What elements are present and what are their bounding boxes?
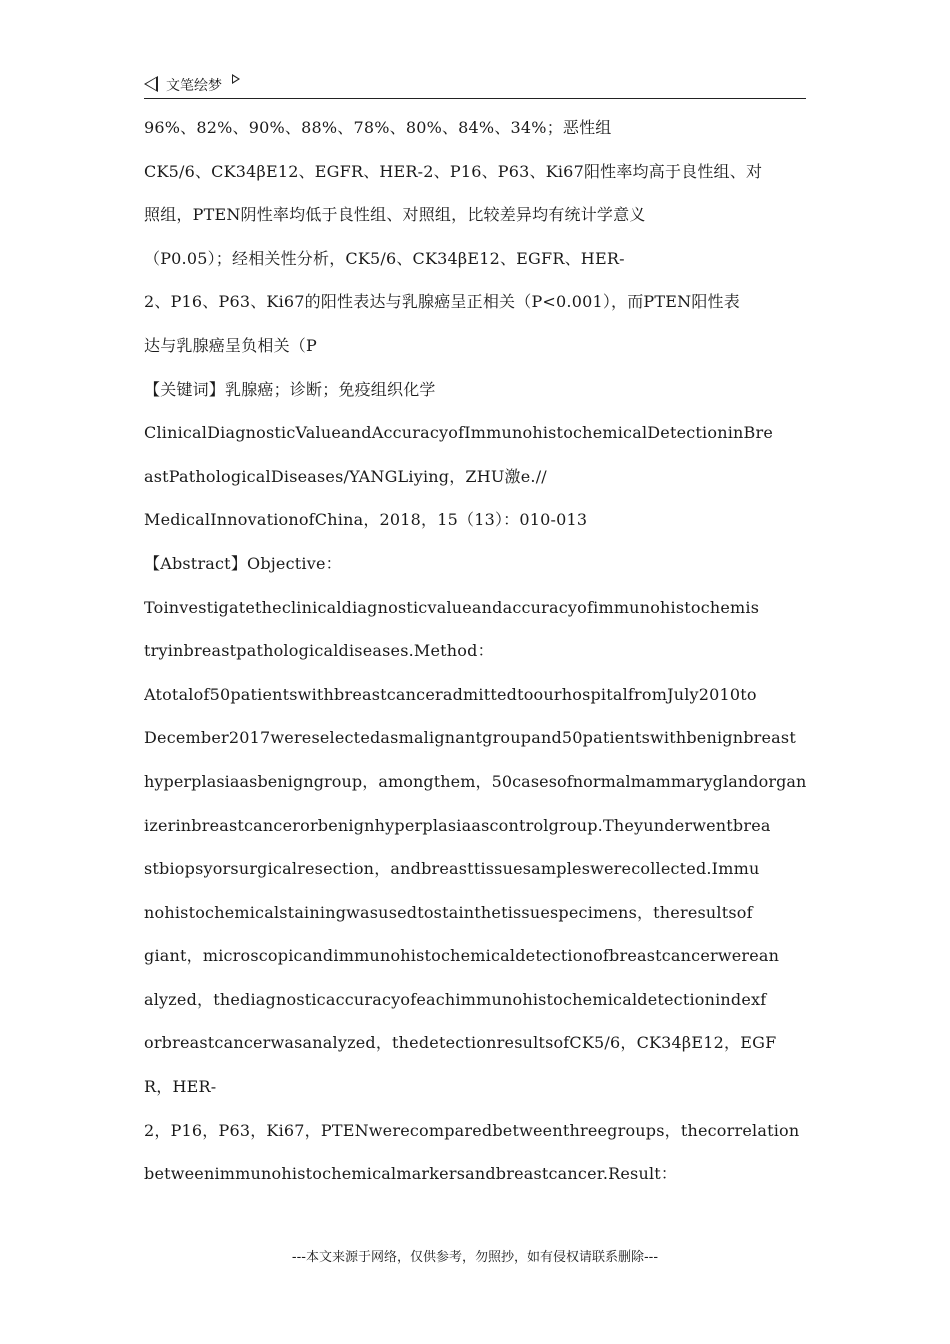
text-line: ClinicalDiagnosticValueandAccuracyofImmunohistochemicalDetectioninBre [144,423,774,443]
text-line: giant，microscopicandimmunohistochemicaldetectionofbreastcancerwerean [144,946,780,966]
text-line: alyzed，thediagnosticaccuracyofeachimmunohistochemicaldetectionindexf [144,989,767,1009]
triangle-left-icon [144,76,158,92]
text-line: （P0.05）；经相关性分析，CK5/6、CK34βE12、EGFR、HER- [144,248,625,268]
text-line: Atotalof50patientswithbreastcanceradmittedtoourhospitalfromJuly2010to [144,684,757,704]
keywords-line: 【关键词】乳腺癌；诊断；免疫组织化学 [144,379,436,399]
text-line: December2017wereselectedasmalignantgroupand50patientswithbenignbreast [144,728,796,748]
triangle-right-icon [232,74,240,84]
citation-line: MedicalInnovationofChina，2018，15（13）：010-013 [144,510,588,530]
text-line: izerinbreastcancerorbenignhyperplasiaascontrolgroup.Theyunderwentbrea [144,815,771,835]
text-line: CK5/6、CK34βE12、EGFR、HER-2、P16、P63、Ki67阳性率均高于良性组、对 [144,161,763,181]
text-line: 达与乳腺癌呈负相关（P [144,335,317,355]
abstract-heading: 【Abstract】Objective： [144,553,342,573]
text-line: tryinbreastpathologicaldiseases.Method： [144,641,494,661]
page-header [144,72,806,99]
text-line: 照组，PTEN阴性率均低于良性组、对照组，比较差异均有统计学意义 [144,205,646,225]
text-line: nohistochemicalstainingwasusedtostainthetissuespecimens，theresultsof [144,902,753,922]
text-line: 2，P16，P63，Ki67，PTENwerecomparedbetweenthreegroups，thecorrelation [144,1120,800,1140]
text-line: R，HER- [144,1077,217,1097]
text-line: 2、P16、P63、Ki67的阳性表达与乳腺癌呈正相关（P<0.001），而PTEN阳性表 [144,292,740,312]
document-body [144,112,806,1202]
text-line: Toinvestigatetheclinicaldiagnosticvalueandaccuracyofimmunohistochemis [144,597,760,617]
text-line: hyperplasiaasbenigngroup，amongthem，50casesofnormalmammaryglandorgan [144,771,806,791]
header-brand: 文笔绘梦 [166,78,222,94]
page-footer: ---本文来源于网络，仅供参考，勿照抄，如有侵权请联系删除--- [291,1250,659,1265]
text-line: stbiopsyorsurgicalresection，andbreasttissuesampleswerecollected.Immu [144,859,760,879]
text-line: betweenimmunohistochemicalmarkersandbreastcancer.Result： [144,1164,678,1184]
text-line: astPathologicalDiseases/YANGLiying，ZHU激e.// [144,466,547,486]
text-line: orbreastcancerwasanalyzed，thedetectionresultsofCK5/6，CK34βE12，EGF [144,1033,777,1053]
text-line: 96%、82%、90%、88%、78%、80%、84%、34%；恶性组 [144,118,612,137]
